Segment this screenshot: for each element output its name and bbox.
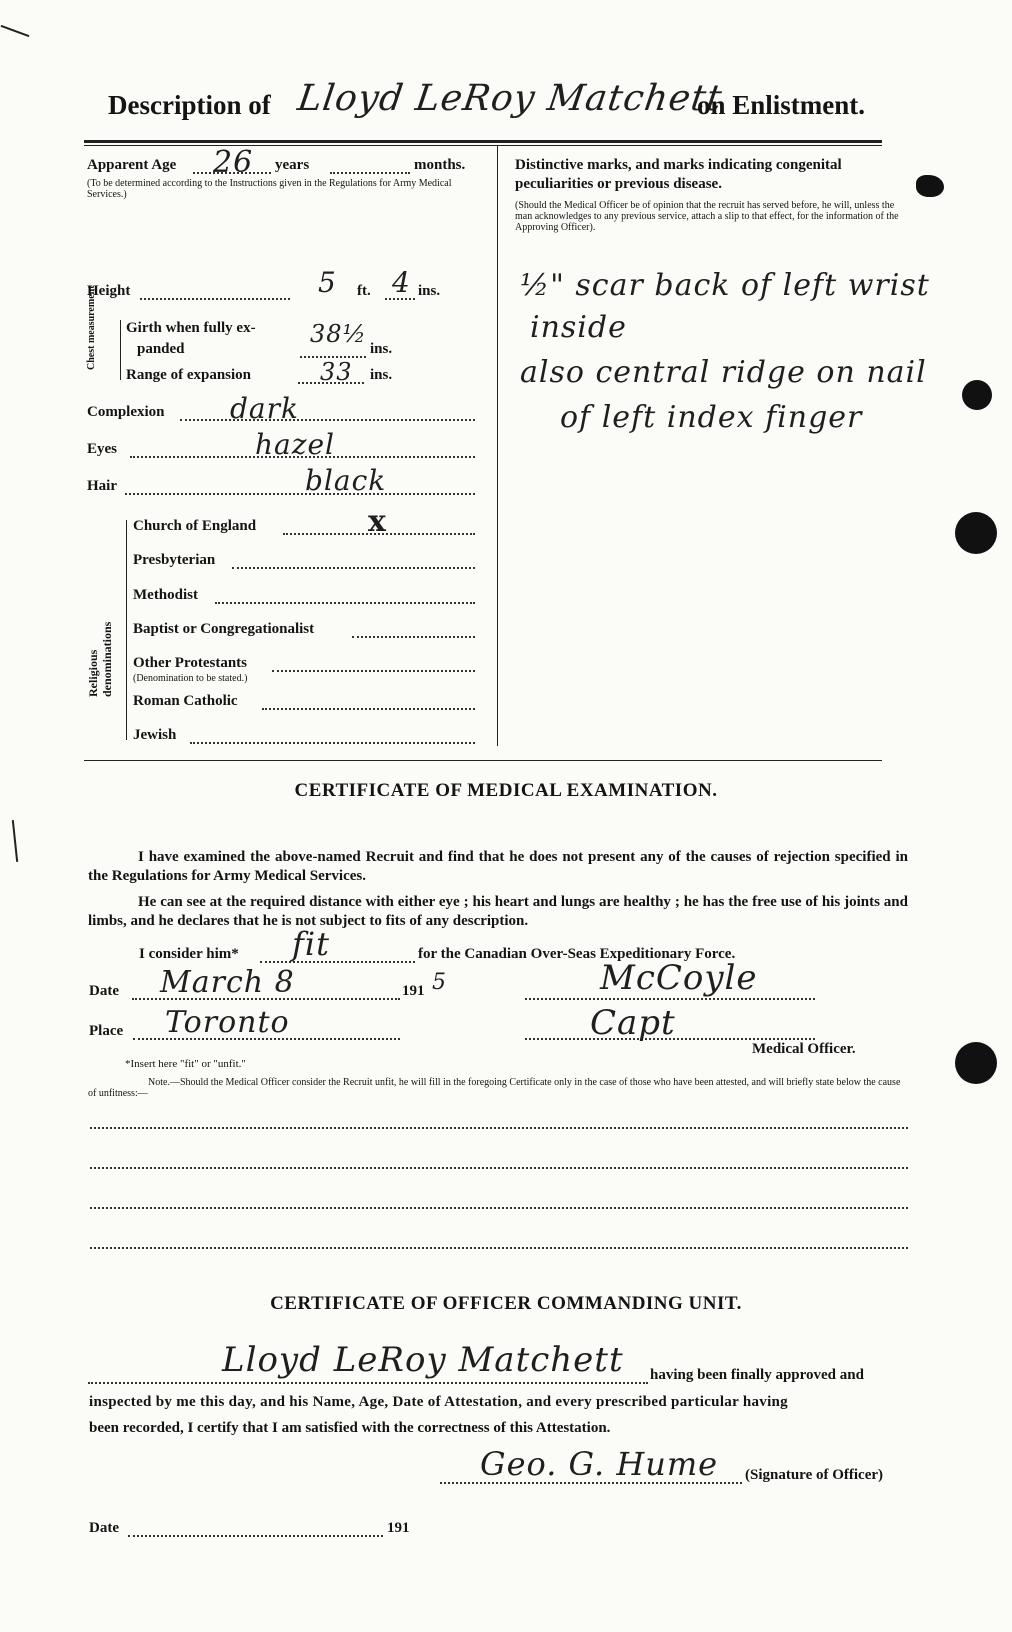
commanding-signature: Geo. G. Hume — [480, 1445, 719, 1483]
hair-label: Hair — [87, 478, 117, 494]
commanding-signature-label: (Signature of Officer) — [745, 1467, 884, 1483]
religious-denominations-label: Religious denominations — [86, 621, 114, 697]
medical-signature: McCoyle — [600, 958, 758, 998]
medical-year-prefix: 191 — [402, 983, 425, 999]
consider-suffix: for the Canadian Over-Seas Expeditionary Force. — [418, 946, 736, 962]
medical-place-label: Place — [89, 1023, 124, 1039]
medical-note-prefix: Note. — [148, 1077, 170, 1088]
range-value: 33 — [320, 358, 353, 386]
girth-label-line2: panded — [137, 341, 185, 357]
height-label: Height — [87, 283, 131, 299]
height-ins-line — [385, 298, 415, 300]
girth-unit: ins. — [370, 341, 393, 357]
consider-line — [260, 961, 415, 963]
unfitness-line-1 — [90, 1127, 908, 1129]
medical-officer-label: Medical Officer. — [752, 1041, 856, 1057]
girth-label-line1: Girth when fully ex- — [126, 320, 256, 336]
medical-heading: CERTIFICATE OF MEDICAL EXAMINATION. — [294, 780, 718, 801]
apparent-age-years-value: 26 — [213, 145, 254, 180]
medical-note — [88, 1077, 908, 1099]
range-unit: ins. — [370, 367, 393, 383]
title-suffix: on Enlistment. — [697, 90, 866, 120]
chest-measurement-label: Chest measurement — [86, 285, 97, 370]
punch-hole-1 — [962, 380, 992, 410]
religion-roman-catholic-label: Roman Catholic — [133, 693, 238, 709]
medical-place-value: Toronto — [165, 1005, 290, 1040]
apparent-age-label: Apparent Age — [87, 157, 177, 173]
complexion-value: dark — [230, 392, 299, 425]
marks-note: (Should the Medical Officer be of opinion that the recruit has served before, he will, unless the man acknowledges to any previous service, attach a slip to that effect, for the information of the Approving Officer). — [515, 200, 899, 233]
column-divider — [497, 146, 498, 746]
religion-roman-catholic-line — [262, 708, 475, 710]
marks-line1: ½" scar back of left wrist — [520, 268, 930, 303]
religion-other-protestants-line — [272, 670, 475, 672]
commanding-name-line — [88, 1382, 648, 1384]
punch-hole-2 — [955, 512, 997, 554]
top-rule — [84, 140, 882, 143]
height-ins-value: 4 — [392, 266, 411, 299]
religion-other-protestants-label: Other Protestants — [133, 655, 248, 671]
consider-label: I consider him* — [139, 946, 239, 962]
eyes-label: Eyes — [87, 441, 117, 457]
medical-year-value: 5 — [432, 970, 447, 995]
title-name-handwritten: Lloyd LeRoy Matchett — [295, 78, 725, 119]
unfitness-line-4 — [90, 1247, 908, 1249]
edge-mark-left — [12, 820, 18, 862]
religion-presbyterian-line — [232, 567, 475, 569]
apparent-age-note: (To be determined according to the Instructions given in the Regulations for Army Medical Services.) — [87, 178, 452, 200]
top-rule-thin — [84, 145, 882, 146]
religion-baptist-line — [352, 636, 475, 638]
marks-line4: of left index finger — [560, 400, 863, 435]
commanding-date-label: Date — [89, 1520, 119, 1536]
punch-hole-4 — [916, 175, 944, 197]
religion-jewish-line — [190, 742, 475, 744]
apparent-age-years-label: years — [275, 157, 310, 173]
punch-hole-3 — [955, 1042, 997, 1084]
religion-presbyterian-label: Presbyterian — [133, 552, 216, 568]
height-ins-label: ins. — [418, 283, 441, 299]
commanding-year-prefix: 191 — [387, 1520, 410, 1536]
unfitness-line-3 — [90, 1207, 908, 1209]
complexion-line — [180, 419, 475, 421]
height-ft-value: 5 — [318, 266, 337, 299]
commanding-line1-suffix: having been finally approved and — [650, 1367, 864, 1383]
marks-line2: inside — [530, 310, 627, 345]
religion-jewish-label: Jewish — [133, 727, 177, 743]
hair-line — [125, 493, 475, 495]
hair-value: black — [305, 464, 387, 497]
range-line — [298, 382, 364, 384]
medical-para1: I have examined the above-named Recruit and find that he does not present any of the causes of rejection specified in the Regulations for Army Medical Services. — [88, 849, 908, 884]
mid-rule — [84, 760, 882, 761]
unfitness-line-2 — [90, 1167, 908, 1169]
religion-bracket — [126, 520, 127, 740]
girth-value: 38½ — [310, 320, 367, 348]
religion-methodist-label: Methodist — [133, 587, 198, 603]
chest-bracket — [120, 320, 121, 380]
marks-heading-line1: Distinctive marks, and marks indicating congenital — [515, 157, 842, 173]
complexion-label: Complexion — [87, 404, 165, 420]
apparent-age-months-line — [330, 172, 410, 174]
medical-date-label: Date — [89, 983, 119, 999]
marks-heading-line2: peculiarities or previous disease. — [515, 176, 722, 192]
edge-mark-top — [1, 25, 30, 37]
range-label: Range of expansion — [126, 367, 252, 383]
religion-church-of-england-mark: x — [368, 504, 387, 539]
title-prefix: Description of — [108, 90, 271, 120]
eyes-value: hazel — [255, 428, 336, 461]
religion-baptist-label: Baptist or Congregationalist — [133, 621, 315, 637]
commanding-date-line — [128, 1535, 383, 1537]
marks-line3: also central ridge on nail — [520, 355, 927, 390]
other-protestants-note: (Denomination to be stated.) — [133, 673, 248, 684]
medical-note-text: —Should the Medical Officer consider the Recruit unfit, he will fill in the foregoing Certificate only in the case of those who have been attested, and will briefly state below the cause of unfitness:— — [88, 1077, 901, 1099]
medical-date-value: March 8 — [160, 965, 295, 1000]
commanding-line2: inspected by me this day, and his Name, Age, Date of Attestation, and every prescribed particular having — [89, 1394, 788, 1410]
commanding-name-value: Lloyd LeRoy Matchett — [222, 1340, 624, 1380]
commanding-heading: CERTIFICATE OF OFFICER COMMANDING UNIT. — [270, 1293, 742, 1314]
consider-value: fit — [292, 925, 330, 963]
religion-church-of-england-label: Church of England — [133, 518, 257, 534]
height-ft-label: ft. — [357, 283, 371, 299]
height-line — [140, 298, 290, 300]
commanding-line3: been recorded, I certify that I am satisfied with the correctness of this Attestation. — [89, 1420, 611, 1436]
medical-signature-rank: Capt — [590, 1003, 676, 1043]
medical-para2: He can see at the required distance with either eye ; his heart and lungs are healthy ; he has the free use of his joints and limbs, and he declares that he is not subject to fits of any description. — [88, 894, 908, 929]
insert-note: *Insert here "fit" or "unfit." — [125, 1058, 246, 1070]
religion-methodist-line — [215, 602, 475, 604]
apparent-age-months-label: months. — [414, 157, 466, 173]
medical-signature-line — [525, 998, 815, 1000]
